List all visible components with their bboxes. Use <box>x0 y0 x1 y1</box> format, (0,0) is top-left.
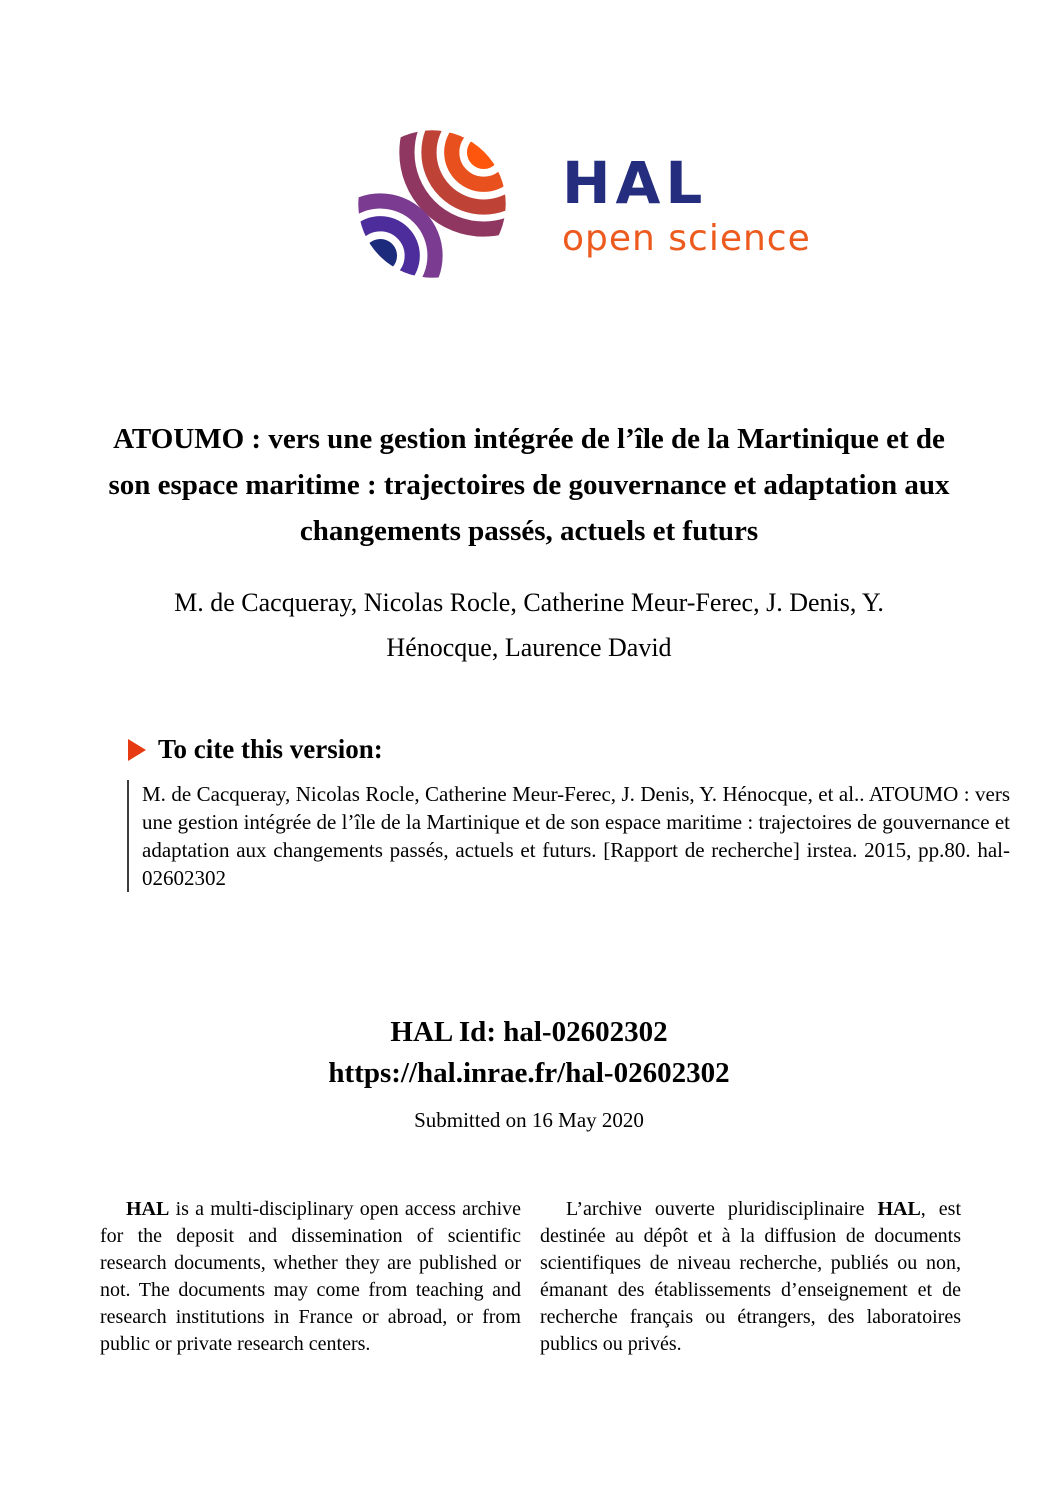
logo-stripe-orange-wedge <box>467 136 500 169</box>
hal-id-block <box>0 1012 1058 1133</box>
citation-block <box>127 780 1010 892</box>
paper-title: ATOUMO : vers une gestion intégrée de l’île de la Martinique et de son espace maritime : trajectoires de gouvernance et adaptation aux changements passés, actuels et futurs <box>108 423 950 547</box>
footer-english-bold: HAL <box>126 1198 170 1220</box>
hal-logo <box>356 128 811 280</box>
footer-french-pre: L’archive ouverte pluridisciplinaire <box>566 1198 878 1220</box>
hal-url-link[interactable]: https://hal.inrae.fr/hal-02602302 <box>328 1057 730 1089</box>
footer-description <box>100 1196 962 1358</box>
hal-wordmark: HAL <box>562 149 708 217</box>
citation-text: M. de Cacqueray, Nicolas Rocle, Catherine Meur-Ferec, J. Denis, Y. Hénocque, et al.. ATOUMO : vers une gestion intégrée de l’île de la Martinique et de son espace maritime : trajectoires de gouvernance et adaptation aux changements passés, actuels et futurs. [Rapport de recherche] irstea. 2015, pp.80. hal-02602302 <box>142 782 1010 890</box>
footer-french-bold: HAL <box>877 1198 921 1220</box>
cite-heading-label: To cite this version: <box>158 734 383 764</box>
logo-stripe-red-arc <box>429 128 508 207</box>
logo-stripe-purple-arc <box>356 201 435 280</box>
hal-id: HAL Id: hal-02602302 <box>390 1016 668 1048</box>
cite-section-heading <box>128 734 383 765</box>
hal-logo-mark-icon <box>356 128 508 280</box>
hal-tagline: open science <box>562 218 811 259</box>
footer-english-paragraph <box>100 1196 521 1358</box>
hal-logo-text <box>562 149 811 259</box>
paper-authors: M. de Cacqueray, Nicolas Rocle, Catherine Meur-Ferec, J. Denis, Y. Hénocque, Laurence David <box>174 588 884 662</box>
footer-french-text: , est destinée au dépôt et à la diffusion de documents scientifiques de niveau recherche, publiés ou non, émanant des établissements d’enseignement et de recherche français ou étrangers, des laboratoires publics ou privés. <box>540 1198 961 1355</box>
footer-french-paragraph <box>540 1196 961 1358</box>
logo-stripe-navy-wedge <box>364 239 397 272</box>
footer-english-text: is a multi-disciplinary open access archive for the deposit and dissemination of scientific research documents, whether they are published or not. The documents may come from teaching and research institutions in France or abroad, or from public or private research centers. <box>100 1198 521 1355</box>
submission-date: Submitted on 16 May 2020 <box>414 1108 644 1132</box>
red-triangle-icon <box>128 739 146 761</box>
